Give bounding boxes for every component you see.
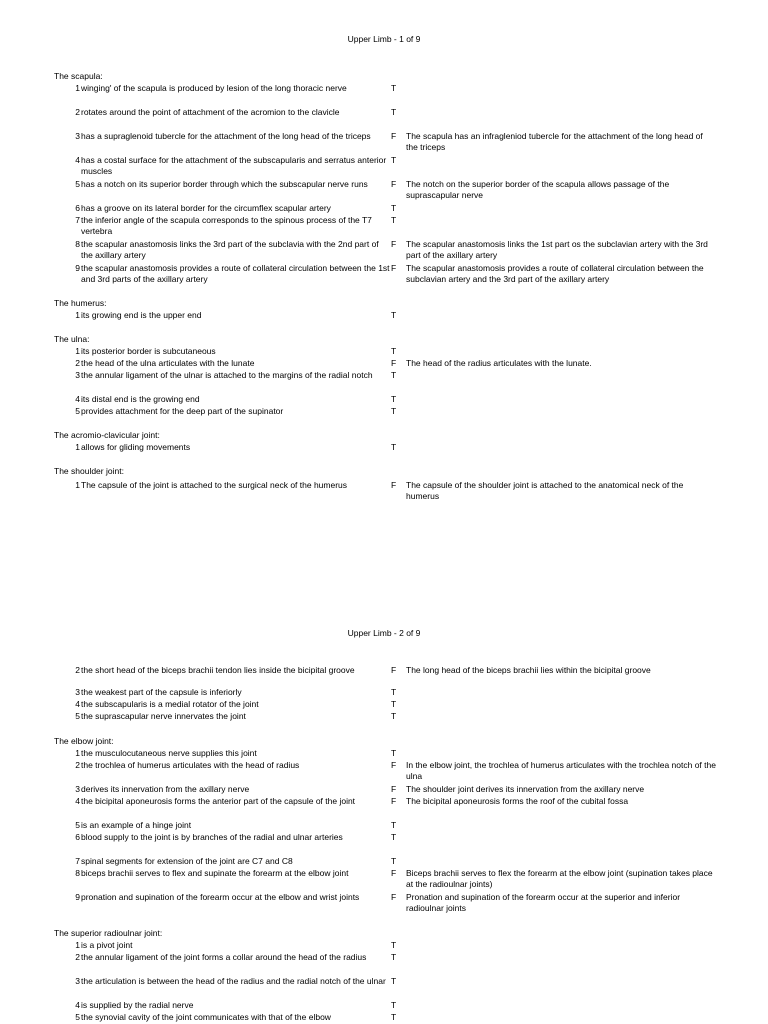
question-statement: spinal segments for extension of the joint are C7 and C8	[81, 856, 293, 866]
answer-marker: F	[391, 665, 397, 675]
question-statement: its posterior border is subcutaneous	[81, 346, 216, 356]
question-number: 1	[75, 83, 80, 93]
answer-explanation: The shoulder joint derives its innervation from the axillary nerve	[406, 784, 645, 794]
answer-marker: T	[391, 107, 397, 117]
answer-marker: T	[391, 748, 397, 758]
question-statement: is supplied by the radial nerve	[81, 1000, 194, 1010]
page-title: Upper Limb - 2 of 9	[347, 628, 421, 638]
question-number: 2	[75, 952, 80, 962]
section-heading: The shoulder joint:	[54, 466, 124, 476]
question-statement: allows for gliding movements	[81, 442, 191, 452]
question-statement: pronation and supination of the forearm occur at the elbow and wrist joints	[81, 892, 360, 902]
answer-marker: T	[391, 976, 397, 986]
answer-marker: T	[391, 370, 397, 380]
question-number: 1	[75, 442, 80, 452]
answer-marker: F	[391, 796, 397, 806]
answer-marker: T	[391, 406, 397, 416]
answer-marker: F	[391, 784, 397, 794]
question-number: 4	[75, 699, 80, 709]
question-statement: the suprascapular nerve innervates the joint	[81, 711, 246, 721]
answer-marker: T	[391, 442, 397, 452]
answer-marker: F	[391, 760, 397, 770]
answer-marker: F	[391, 263, 397, 273]
question-number: 1	[75, 940, 80, 950]
question-statement: its distal end is the growing end	[81, 394, 200, 404]
question-statement: rotates around the point of attachment of the acromion to the clavicle	[81, 107, 340, 117]
question-number: 5	[75, 820, 80, 830]
question-number: 3	[75, 131, 80, 141]
answer-marker: T	[391, 820, 397, 830]
question-statement: winging' of the scapula is produced by lesion of the long thoracic nerve	[81, 83, 347, 93]
answer-explanation: Pronation and supination of the forearm occur at the superior and inferior radioulnar joints	[406, 892, 681, 914]
question-number: 7	[75, 215, 80, 225]
answer-marker: T	[391, 711, 397, 721]
question-statement: has a costal surface for the attachment of the subscapularis and serratus anterior muscles	[81, 155, 387, 177]
answer-explanation: The scapular anastomosis provides a route of collateral circulation between the subclavian artery and the 3rd part of the axillary artery	[406, 263, 704, 285]
question-number: 4	[75, 155, 80, 165]
answer-marker: F	[391, 179, 397, 189]
answer-explanation: In the elbow joint, the trochlea of humerus articulates with the trochlea notch of the ulna	[406, 760, 716, 782]
question-statement: the scapular anastomosis provides a route of collateral circulation between the 1st and 3rd parts of the axillary artery	[81, 263, 390, 285]
answer-marker: F	[391, 131, 397, 141]
answer-marker: T	[391, 155, 397, 165]
question-statement: the weakest part of the capsule is inferiorly	[81, 687, 242, 697]
answer-explanation: The scapular anastomosis links the 1st part os the subclavian artery with the 3rd part of the axillary artery	[406, 239, 708, 261]
question-statement: has a supraglenoid tubercle for the attachment of the long head of the triceps	[81, 131, 371, 141]
question-statement: the head of the ulna articulates with the lunate	[81, 358, 255, 368]
question-number: 1	[75, 310, 80, 320]
answer-marker: F	[391, 892, 397, 902]
section-heading: The humerus:	[54, 298, 107, 308]
section-heading: The ulna:	[54, 334, 90, 344]
answer-marker: T	[391, 394, 397, 404]
question-statement: is a pivot joint	[81, 940, 133, 950]
question-number: 6	[75, 832, 80, 842]
question-number: 1	[75, 748, 80, 758]
answer-explanation: The bicipital aponeurosis forms the roof of the cubital fossa	[406, 796, 629, 806]
question-number: 4	[75, 1000, 80, 1010]
answer-marker: T	[391, 346, 397, 356]
question-number: 1	[75, 346, 80, 356]
answer-marker: T	[391, 952, 397, 962]
question-statement: is an example of a hinge joint	[81, 820, 192, 830]
answer-explanation: Biceps brachii serves to flex the forearm at the elbow joint (supination takes place at the radioulnar joints)	[406, 868, 713, 890]
question-statement: the articulation is between the head of the radius and the radial notch of the ulnar	[81, 976, 386, 986]
question-number: 2	[75, 107, 80, 117]
question-number: 8	[75, 239, 80, 249]
section-heading: The scapula:	[54, 71, 103, 81]
question-statement: has a groove on its lateral border for the circumflex scapular artery	[81, 203, 331, 213]
question-number: 5	[75, 179, 80, 189]
question-statement: the scapular anastomosis links the 3rd part of the subclavia with the 2nd part of the axillary artery	[81, 239, 379, 261]
question-number: 7	[75, 856, 80, 866]
question-number: 1	[75, 480, 80, 490]
question-statement: the annular ligament of the joint forms a collar around the head of the radius	[81, 952, 367, 962]
section-heading: The acromio-clavicular joint:	[54, 430, 160, 440]
answer-explanation: The notch on the superior border of the scapula allows passage of the suprascapular nerve	[406, 179, 670, 201]
answer-marker: T	[391, 1000, 397, 1010]
question-number: 3	[75, 370, 80, 380]
question-statement: the annular ligament of the ulnar is attached to the margins of the radial notch	[81, 370, 373, 380]
answer-marker: T	[391, 83, 397, 93]
answer-marker: F	[391, 358, 397, 368]
question-number: 9	[75, 263, 80, 273]
answer-explanation: The capsule of the shoulder joint is attached to the anatomical neck of the humerus	[406, 480, 684, 502]
answer-explanation: The head of the radius articulates with the lunate.	[406, 358, 592, 368]
answer-marker: T	[391, 699, 397, 709]
answer-marker: T	[391, 310, 397, 320]
answer-marker: T	[391, 203, 397, 213]
question-statement: the synovial cavity of the joint communicates with that of the elbow	[81, 1012, 331, 1022]
question-statement: the trochlea of humerus articulates with the head of radius	[81, 760, 300, 770]
question-statement: the musculocutaneous nerve supplies this joint	[81, 748, 257, 758]
question-statement: provides attachment for the deep part of the supinator	[81, 406, 284, 416]
section-heading: The superior radioulnar joint:	[54, 928, 163, 938]
question-statement: blood supply to the joint is by branches of the radial and ulnar arteries	[81, 832, 343, 842]
question-number: 8	[75, 868, 80, 878]
question-statement: the inferior angle of the scapula corresponds to the spinous process of the T7 vertebra	[81, 215, 372, 237]
answer-marker: F	[391, 239, 397, 249]
question-number: 3	[75, 976, 80, 986]
question-number: 4	[75, 394, 80, 404]
answer-marker: T	[391, 940, 397, 950]
question-number: 3	[75, 784, 80, 794]
question-number: 9	[75, 892, 80, 902]
answer-marker: T	[391, 215, 397, 225]
question-number: 6	[75, 203, 80, 213]
question-statement: has a notch on its superior border through which the subscapular nerve runs	[81, 179, 368, 189]
question-number: 3	[75, 687, 80, 697]
question-number: 2	[75, 760, 80, 770]
answer-marker: T	[391, 856, 397, 866]
question-number: 5	[75, 1012, 80, 1022]
answer-marker: F	[391, 480, 397, 490]
question-statement: biceps brachii serves to flex and supinate the forearm at the elbow joint	[81, 868, 349, 878]
answer-explanation: The long head of the biceps brachii lies within the bicipital groove	[406, 665, 651, 675]
answer-marker: T	[391, 832, 397, 842]
section-heading: The elbow joint:	[54, 736, 114, 746]
question-statement: the bicipital aponeurosis forms the anterior part of the capsule of the joint	[81, 796, 356, 806]
question-statement: the short head of the biceps brachii tendon lies inside the bicipital groove	[81, 665, 355, 675]
question-number: 2	[75, 665, 80, 675]
answer-marker: T	[391, 1012, 397, 1022]
question-statement: derives its innervation from the axillary nerve	[81, 784, 250, 794]
question-statement: its growing end is the upper end	[81, 310, 202, 320]
answer-marker: T	[391, 687, 397, 697]
question-number: 5	[75, 711, 80, 721]
question-number: 5	[75, 406, 80, 416]
question-statement: the subscapularis is a medial rotator of the joint	[81, 699, 259, 709]
answer-marker: F	[391, 868, 397, 878]
question-number: 4	[75, 796, 80, 806]
answer-explanation: The scapula has an infragleniod tubercle for the attachment of the long head of the triceps	[406, 131, 703, 153]
question-statement: The capsule of the joint is attached to the surgical neck of the humerus	[81, 480, 348, 490]
page-title: Upper Limb - 1 of 9	[347, 34, 421, 44]
question-number: 2	[75, 358, 80, 368]
